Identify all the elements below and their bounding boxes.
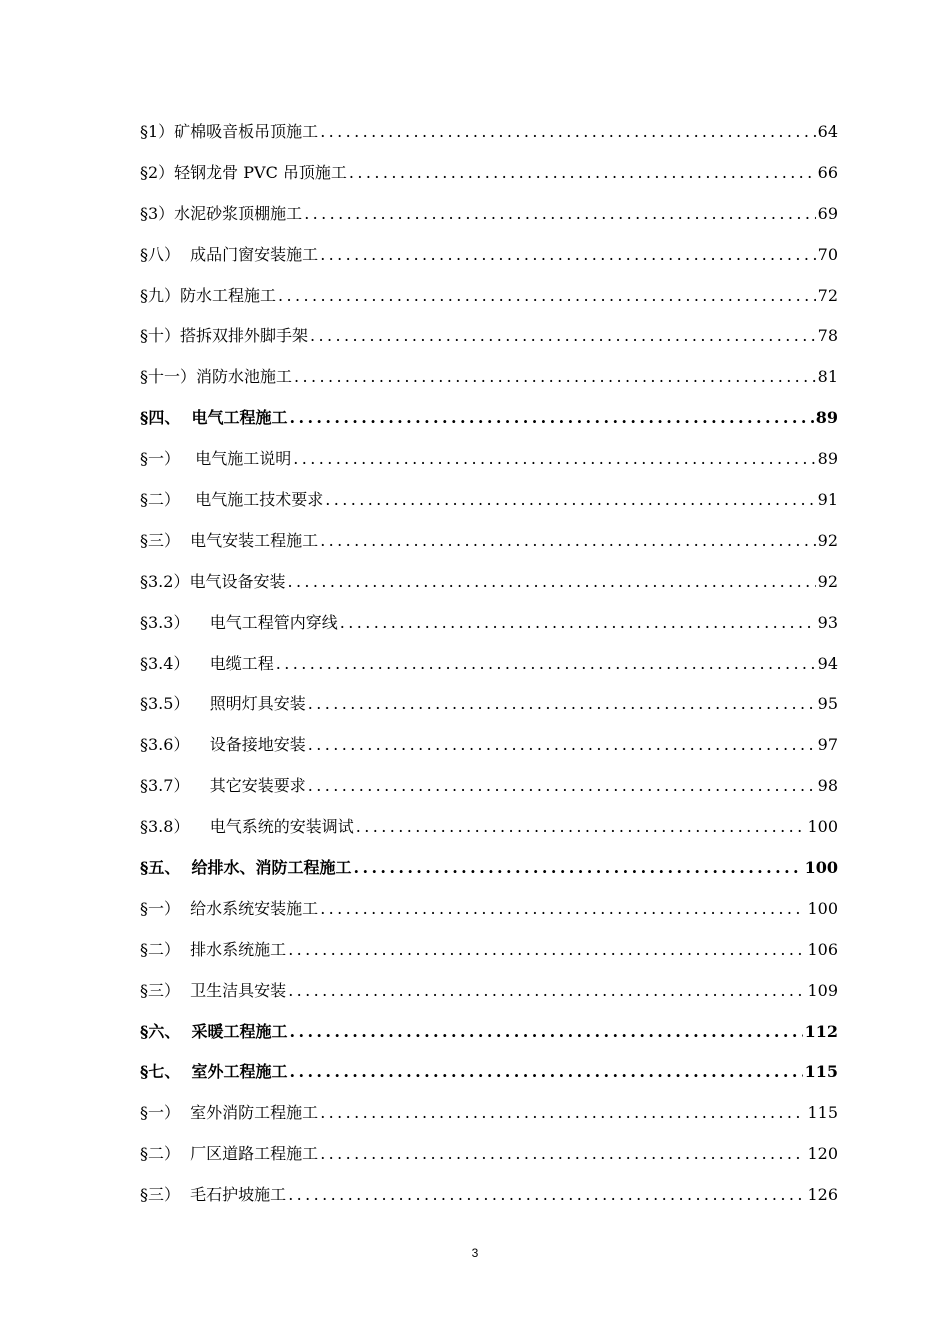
toc-dot-leader xyxy=(320,521,815,562)
toc-entry-title: §3.2）电气设备安装 xyxy=(140,571,286,591)
toc-entry-page-number: 100 xyxy=(807,898,838,918)
toc-entry-page-number: 93 xyxy=(817,612,838,632)
toc-entry[interactable] xyxy=(140,889,838,930)
toc-entry-page-number: 115 xyxy=(807,1103,838,1123)
toc-entry[interactable] xyxy=(140,1134,838,1175)
toc-entry[interactable] xyxy=(140,562,838,603)
toc-entry[interactable] xyxy=(140,316,838,357)
toc-dot-leader xyxy=(308,766,816,807)
toc-entry-page-number: 78 xyxy=(817,326,838,346)
toc-entry[interactable] xyxy=(140,1012,838,1053)
toc-entry-page-number: 115 xyxy=(804,1062,838,1082)
toc-dot-leader xyxy=(325,480,815,521)
toc-dot-leader xyxy=(304,194,815,235)
toc-entry[interactable] xyxy=(140,153,838,194)
toc-entry[interactable] xyxy=(140,971,838,1012)
page-number: 3 xyxy=(471,1246,479,1260)
toc-entry[interactable] xyxy=(140,398,838,439)
toc-entry-page-number: 91 xyxy=(817,490,838,510)
toc-entry-title: §二） 电气施工技术要求 xyxy=(140,490,324,510)
toc-entry-page-number: 106 xyxy=(807,939,838,959)
toc-entry-page-number: 69 xyxy=(817,203,838,223)
toc-entry-title: §3.5） 照明灯具安装 xyxy=(140,694,306,714)
toc-entry[interactable] xyxy=(140,725,838,766)
toc-entry-page-number: 72 xyxy=(817,285,838,305)
toc-entry[interactable] xyxy=(140,112,838,153)
toc-entry-title: §二） 排水系统施工 xyxy=(140,939,287,959)
toc-entry-title: §2）轻钢龙骨 PVC 吊顶施工 xyxy=(140,162,347,182)
toc-entry[interactable] xyxy=(140,480,838,521)
toc-dot-leader xyxy=(293,439,815,480)
toc-dot-leader xyxy=(288,1175,805,1216)
toc-entry[interactable] xyxy=(140,357,838,398)
toc-entry-title: §3）水泥砂浆顶棚施工 xyxy=(140,203,303,223)
toc-entry-title: §三） 毛石护坡施工 xyxy=(140,1185,287,1205)
toc-entry[interactable] xyxy=(140,1175,838,1216)
toc-entry[interactable] xyxy=(140,644,838,685)
toc-entry[interactable] xyxy=(140,766,838,807)
toc-entry[interactable] xyxy=(140,807,838,848)
toc-entry[interactable] xyxy=(140,521,838,562)
toc-entry-title: §3.7） 其它安装要求 xyxy=(140,776,306,796)
toc-dot-leader xyxy=(294,357,816,398)
toc-dot-leader xyxy=(320,1134,805,1175)
toc-dot-leader xyxy=(349,153,816,194)
toc-dot-leader xyxy=(288,930,805,971)
toc-entry-title: §3.4） 电缆工程 xyxy=(140,653,274,673)
toc-dot-leader xyxy=(320,1093,805,1134)
toc-dot-leader xyxy=(290,1052,803,1093)
toc-entry-title: §一） 室外消防工程施工 xyxy=(140,1103,319,1123)
toc-entry-page-number: 66 xyxy=(817,162,838,182)
toc-entry-title: §3.8） 电气系统的安装调试 xyxy=(140,817,354,837)
toc-entry-title: §1）矿棉吸音板吊顶施工 xyxy=(140,122,319,141)
toc-entry-title: §3.6） 设备接地安装 xyxy=(140,735,306,755)
toc-entry-title: §二） 厂区道路工程施工 xyxy=(140,1144,319,1164)
toc-entry-title: §一） 给水系统安装施工 xyxy=(140,898,319,918)
toc-entry-page-number: 120 xyxy=(807,1144,838,1164)
toc-entry-page-number: 112 xyxy=(804,1021,838,1041)
toc-dot-leader xyxy=(276,644,816,685)
toc-dot-leader xyxy=(288,971,805,1012)
toc-entry[interactable] xyxy=(140,1052,838,1093)
toc-entry-page-number: 97 xyxy=(817,735,838,755)
toc-entry-page-number: 64 xyxy=(817,122,838,141)
toc-dot-leader xyxy=(278,276,816,317)
toc-entry[interactable] xyxy=(140,276,838,317)
toc-dot-leader xyxy=(320,112,815,153)
toc-entry-title: §十）搭拆双排外脚手架 xyxy=(140,326,309,346)
toc-entry-title: §四、 电气工程施工 xyxy=(140,408,288,428)
toc-entry[interactable] xyxy=(140,439,838,480)
toc-entry-page-number: 98 xyxy=(817,776,838,796)
toc-entry-page-number: 89 xyxy=(817,449,838,469)
toc-dot-leader xyxy=(340,603,816,644)
toc-dot-leader xyxy=(320,235,815,276)
toc-dot-leader xyxy=(356,807,806,848)
toc-dot-leader xyxy=(308,684,816,725)
toc-entry-title: §3.3） 电气工程管内穿线 xyxy=(140,612,338,632)
toc-entry-page-number: 109 xyxy=(807,980,838,1000)
toc-entry-title: §八） 成品门窗安装施工 xyxy=(140,244,319,264)
toc-entry-page-number: 94 xyxy=(817,653,838,673)
toc-dot-leader xyxy=(290,1012,803,1053)
toc-entry-page-number: 126 xyxy=(807,1185,838,1205)
toc-dot-leader xyxy=(354,848,803,889)
toc-entry-title: §九）防水工程施工 xyxy=(140,285,277,305)
toc-entry[interactable] xyxy=(140,848,838,889)
toc-entry-page-number: 70 xyxy=(817,244,838,264)
toc-entry-page-number: 89 xyxy=(815,408,838,428)
toc-entry[interactable] xyxy=(140,1093,838,1134)
toc-entry-title: §七、 室外工程施工 xyxy=(140,1062,288,1082)
toc-entry[interactable] xyxy=(140,235,838,276)
toc-dot-leader xyxy=(290,398,814,439)
toc-entry[interactable] xyxy=(140,684,838,725)
table-of-contents xyxy=(140,112,838,1216)
toc-dot-leader xyxy=(287,562,815,603)
toc-entry-title: §五、 给排水、消防工程施工 xyxy=(140,858,352,878)
toc-entry[interactable] xyxy=(140,194,838,235)
toc-entry-page-number: 92 xyxy=(817,530,838,550)
toc-dot-leader xyxy=(308,725,816,766)
toc-entry-page-number: 100 xyxy=(807,817,838,837)
toc-entry[interactable] xyxy=(140,603,838,644)
toc-entry-title: §一） 电气施工说明 xyxy=(140,449,292,469)
toc-dot-leader xyxy=(320,889,805,930)
toc-entry-title: §三） 电气安装工程施工 xyxy=(140,530,319,550)
toc-entry-title: §十一）消防水池施工 xyxy=(140,367,293,387)
toc-entry[interactable] xyxy=(140,930,838,971)
toc-entry-page-number: 100 xyxy=(804,858,838,878)
toc-entry-page-number: 92 xyxy=(817,571,838,591)
toc-entry-page-number: 95 xyxy=(817,694,838,714)
toc-entry-title: §三） 卫生洁具安装 xyxy=(140,980,287,1000)
toc-dot-leader xyxy=(310,316,816,357)
toc-entry-title: §六、 采暖工程施工 xyxy=(140,1021,288,1041)
toc-entry-page-number: 81 xyxy=(817,367,838,387)
